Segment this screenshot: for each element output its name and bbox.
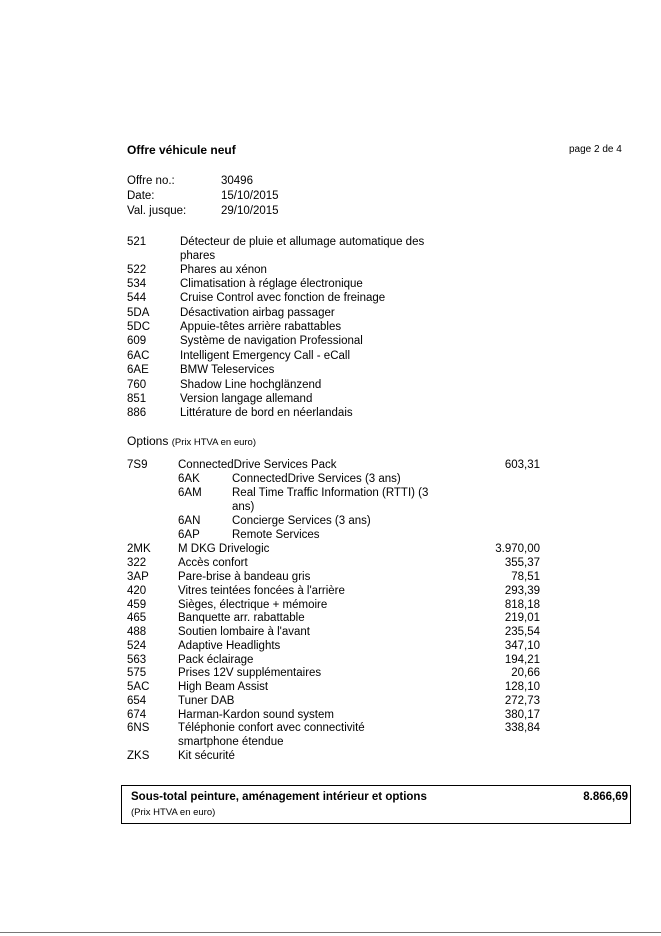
option-price: 338,84 [504, 722, 540, 734]
document-title: Offre véhicule neuf [127, 143, 236, 157]
option-code: 2MK [127, 543, 151, 555]
meta-label: Val. jusque: [127, 205, 187, 217]
standard-desc: Désactivation airbag passager [180, 307, 335, 319]
option-code: 674 [127, 709, 147, 721]
option-price: 78,51 [511, 571, 540, 583]
page-bottom-divider [0, 932, 661, 933]
option-price: 272,73 [504, 695, 540, 707]
option-price: 293,39 [504, 585, 540, 597]
standard-desc: Phares au xénon [180, 264, 267, 276]
option-code: 6NS [127, 722, 150, 734]
options-heading [127, 434, 256, 450]
standard-desc: Détecteur de pluie et allumage automatique des [180, 236, 425, 248]
standard-desc: Littérature de bord en néerlandais [180, 407, 353, 419]
suboption-desc: Concierge Services (3 ans) [232, 515, 371, 527]
option-desc: Sièges, électrique + mémoire [178, 599, 328, 611]
option-desc: Kit sécurité [178, 750, 235, 762]
option-price: 219,01 [504, 612, 540, 624]
option-desc: ConnectedDrive Services Pack [178, 459, 337, 471]
option-price: 603,31 [504, 459, 540, 471]
option-code: 5AC [127, 681, 150, 693]
subtotal-label: Sous-total peinture, aménagement intérieur et options [131, 791, 427, 803]
standard-code: 5DA [127, 307, 150, 319]
option-price: 347,10 [504, 640, 540, 652]
suboption-desc-cont: ans) [232, 501, 255, 513]
option-code: 563 [127, 654, 147, 666]
option-desc: Vitres teintées foncées à l'arrière [178, 585, 345, 597]
option-price: 3.970,00 [495, 543, 540, 555]
standard-code: 544 [127, 292, 147, 304]
standard-desc-cont: phares [180, 250, 216, 262]
suboption-desc: Real Time Traffic Information (RTTI) (3 [232, 487, 429, 499]
option-code: 322 [127, 557, 147, 569]
suboption-code: 6AN [178, 515, 201, 527]
standard-desc: Shadow Line hochglänzend [180, 379, 322, 391]
option-desc: Prises 12V supplémentaires [178, 667, 322, 679]
standard-code: 534 [127, 278, 147, 290]
option-price: 128,10 [504, 681, 540, 693]
option-desc: Accès confort [178, 557, 248, 569]
option-desc: High Beam Assist [178, 681, 269, 693]
standard-code: 5DC [127, 321, 151, 333]
suboption-desc: Remote Services [232, 529, 320, 541]
page-number: page 2 de 4 [569, 144, 622, 155]
standard-code: 6AE [127, 364, 149, 376]
standard-code: 760 [127, 379, 147, 391]
meta-value: 30496 [221, 175, 253, 187]
standard-code: 609 [127, 335, 147, 347]
suboption-code: 6AP [178, 529, 200, 541]
option-desc: Harman-Kardon sound system [178, 709, 334, 721]
subtotal-value: 8.866,69 [583, 791, 628, 803]
option-desc: Banquette arr. rabattable [178, 612, 305, 624]
standard-desc: Cruise Control avec fonction de freinage [180, 292, 386, 304]
option-desc: Pack éclairage [178, 654, 254, 666]
option-desc: Adaptive Headlights [178, 640, 281, 652]
standard-code: 886 [127, 407, 147, 419]
option-desc: Pare-brise à bandeau gris [178, 571, 311, 583]
option-price: 20,66 [511, 667, 540, 679]
option-desc: Téléphonie confort avec connectivité [178, 722, 365, 734]
standard-desc: Système de navigation Professional [180, 335, 363, 347]
meta-value: 29/10/2015 [221, 205, 279, 217]
options-heading-label: Options [127, 434, 169, 448]
standard-desc: Climatisation à réglage électronique [180, 278, 363, 290]
option-code: 459 [127, 599, 147, 611]
subtotal-box [121, 785, 631, 824]
standard-code: 522 [127, 264, 147, 276]
suboption-desc: ConnectedDrive Services (3 ans) [232, 473, 401, 485]
option-price: 380,17 [504, 709, 540, 721]
option-code: 654 [127, 695, 147, 707]
option-code: 7S9 [127, 459, 148, 471]
option-desc: Tuner DAB [178, 695, 235, 707]
option-price: 235,54 [504, 626, 540, 638]
standard-desc: BMW Teleservices [180, 364, 275, 376]
options-heading-note: (Prix HTVA en euro) [171, 437, 256, 448]
option-price: 818,18 [504, 599, 540, 611]
option-code: 3AP [127, 571, 149, 583]
option-code: ZKS [127, 750, 150, 762]
meta-label: Offre no.: [127, 175, 175, 187]
standard-code: 521 [127, 236, 147, 248]
option-code: 420 [127, 585, 147, 597]
standard-desc: Version langage allemand [180, 393, 313, 405]
standard-desc: Appuie-têtes arrière rabattables [180, 321, 342, 333]
option-code: 575 [127, 667, 147, 679]
standard-code: 851 [127, 393, 147, 405]
subtotal-note: (Prix HTVA en euro) [131, 807, 216, 818]
option-desc-cont: smartphone étendue [178, 736, 284, 748]
option-desc: Soutien lombaire à l'avant [178, 626, 310, 638]
standard-desc: Intelligent Emergency Call - eCall [180, 350, 351, 362]
option-price: 194,21 [504, 654, 540, 666]
standard-code: 6AC [127, 350, 150, 362]
option-code: 524 [127, 640, 147, 652]
option-price: 355,37 [504, 557, 540, 569]
meta-label: Date: [127, 190, 155, 202]
option-code: 488 [127, 626, 147, 638]
suboption-code: 6AK [178, 473, 200, 485]
option-code: 465 [127, 612, 147, 624]
option-desc: M DKG Drivelogic [178, 543, 270, 555]
suboption-code: 6AM [178, 487, 202, 499]
meta-value: 15/10/2015 [221, 190, 279, 202]
